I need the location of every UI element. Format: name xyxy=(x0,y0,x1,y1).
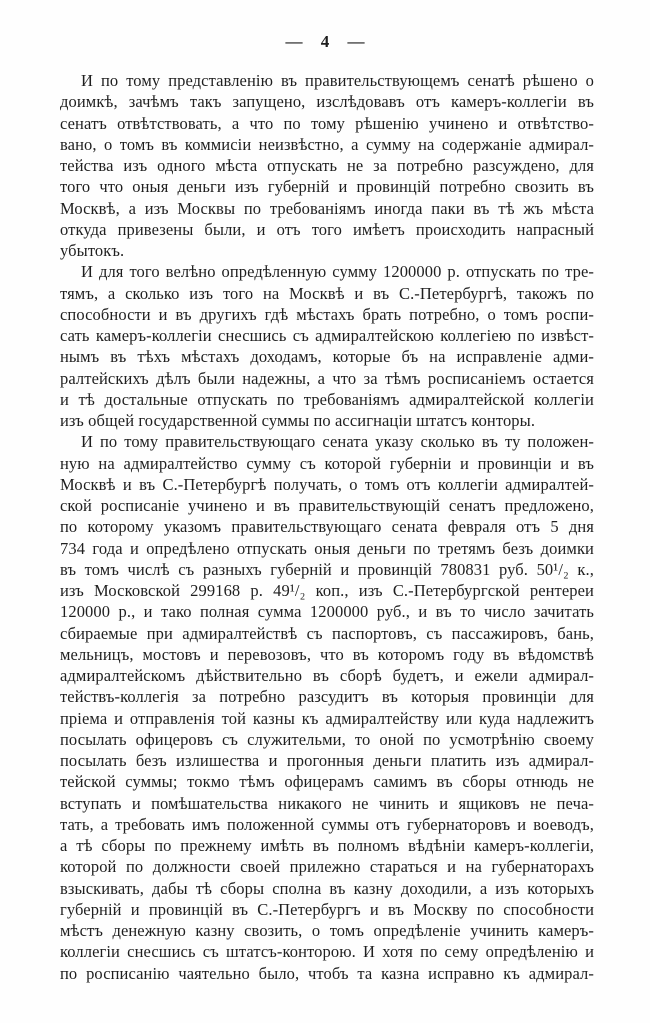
text-line: ную на адмиралтейство сумму съ которой губерніи и провинціи и въ xyxy=(60,453,594,473)
text-line: Москвѣ и въ С.-Петербургѣ получать, о томъ отъ коллегіи адмиралтей- xyxy=(60,474,594,494)
text-line: изъ общей государственной суммы по ассигнаціи штатсъ конторы. xyxy=(60,411,536,430)
text-line: И по тому представленію въ правительствующемъ сенатѣ рѣшено о xyxy=(81,71,594,90)
text-line: откуда привезены были, и отъ того имѣетъ происходить напрасный xyxy=(60,219,594,239)
page-number: — 4 — xyxy=(285,32,365,51)
text-line: сенатъ отвѣтствовать, а что по тому рѣшенію учинено и отвѣтство- xyxy=(60,113,594,133)
text-line: въ томъ числѣ съ разныхъ губерній и провинцій 780831 руб. 50¹/₂ к., xyxy=(60,559,594,579)
text-line: сбираемые при адмиралтействѣ съ паспортовъ, съ пассажировъ, бань, xyxy=(60,623,594,643)
text-line: убытокъ. xyxy=(60,241,125,260)
text-line: сать камеръ-коллегіи снесшись съ адмиралтейскою коллегіею по извѣст- xyxy=(60,326,594,345)
text-line: тать, а требовать имъ положенной суммы отъ губернаторовъ и воеводъ, xyxy=(60,814,594,834)
text-line: тейства изъ одного мѣста отпускать не за потребно разсуждено, для xyxy=(60,156,594,175)
text-line: доимкѣ, зачѣмъ такъ запущено, изслѣдовавъ отъ камеръ-коллегіи въ xyxy=(60,92,594,112)
text-line: вано, о томъ въ коммисіи неизвѣстно, а сумму на содержаніе адмирал- xyxy=(60,134,594,154)
text-line: посылать офицеровъ съ служительми, то оной по усмотрѣнію своему xyxy=(60,729,594,749)
text-line: нымъ въ тѣхъ мѣстахъ доходамъ, которые бъ на исправленіе адми- xyxy=(60,347,594,367)
text-line: мельницъ, мостовъ и перевозовъ, что въ которомъ году въ вѣдомствѣ xyxy=(60,644,594,664)
text-line: по росписанію чаятельно было, чтобъ та казна исправно къ адмирал- xyxy=(60,963,594,983)
text-line: тействъ-коллегія за потребно разсудитъ въ которыя провинціи для xyxy=(60,687,594,707)
text-line: взыскивать, дабы тѣ сборы сполна въ казну доходили, а изъ которыхъ xyxy=(60,878,594,898)
text-line: И для того велѣно опредѣленную сумму 1200000 р. отпускать по тре- xyxy=(81,262,594,282)
paragraph-1 xyxy=(60,70,594,261)
text-line: а тѣ сборы по прежнему имѣть въ полномъ вѣдѣніи камеръ-коллегіи, xyxy=(60,836,594,855)
text-line: адмиралтейскомъ дѣйствительно въ сборѣ будетъ, и ежели адмирал- xyxy=(60,666,594,685)
text-line: Москвѣ, а изъ Москвы по требованіямъ иногда паки въ тѣ жъ мѣста xyxy=(60,198,594,218)
text-line: того что оныя деньги изъ губерній и провинцій потребно свозить въ xyxy=(60,177,594,197)
text-line: посылать безъ излишества и прогонныя деньги платить изъ адмирал- xyxy=(60,751,594,770)
text-line: вступать и помѣшательства никакого не чинить и ящиковъ не печа- xyxy=(60,793,594,813)
text-line: изъ Московской 299168 р. 49¹/₂ коп., изъ С.-Петербургской рентереи xyxy=(60,581,594,600)
text-line: ралтейскихъ дѣлъ были надежны, а что за тѣмъ росписаніемъ остается xyxy=(60,368,594,388)
paragraph-3 xyxy=(60,431,594,984)
text-line: пріема и отправленія той казны къ адмиралтейству или куда надлежитъ xyxy=(60,708,594,728)
text-line: 120000 р., и тако полная сумма 1200000 руб., и въ то число зачитать xyxy=(60,602,594,622)
text-line: коллегіи снесшись съ штатсъ-конторою. И хотя по сему опредѣленію и xyxy=(60,942,594,962)
text-line: ской росписаніе учинено и въ правительствующій сенатъ предложено, xyxy=(60,496,594,515)
text-line: 734 года и опредѣлено отпускать оныя деньги по третямъ безъ доимки xyxy=(60,538,594,558)
text-line: мѣстъ денежную казну свозить, о томъ опредѣленіе учинить камеръ- xyxy=(60,921,594,940)
text-line: И по тому правительствующаго сената указу сколько въ ту положен- xyxy=(81,432,594,452)
text-line: которой по должности своей прилежно стараться и на губернаторахъ xyxy=(60,857,594,877)
page-text-block xyxy=(60,70,594,984)
text-line: и тѣ достальные отпускать по требованіямъ адмиралтейской коллегіи xyxy=(60,389,594,409)
text-line: по которому указомъ правительствующаго сената февраля отъ 5 дня xyxy=(60,517,594,537)
paragraph-2 xyxy=(60,261,594,431)
text-line: губерній и провинцій въ С.-Петербургъ и въ Москву по способности xyxy=(60,899,594,919)
text-line: тямъ, а сколько изъ того на Москвѣ и въ С.-Петербургѣ, такожъ по xyxy=(60,283,594,303)
text-line: способности и въ другихъ гдѣ мѣстахъ брать потребно, о томъ роспи- xyxy=(60,304,594,324)
text-line: тейской суммы; токмо тѣмъ офицерамъ самимъ въ сборы отнюдь не xyxy=(60,772,594,792)
